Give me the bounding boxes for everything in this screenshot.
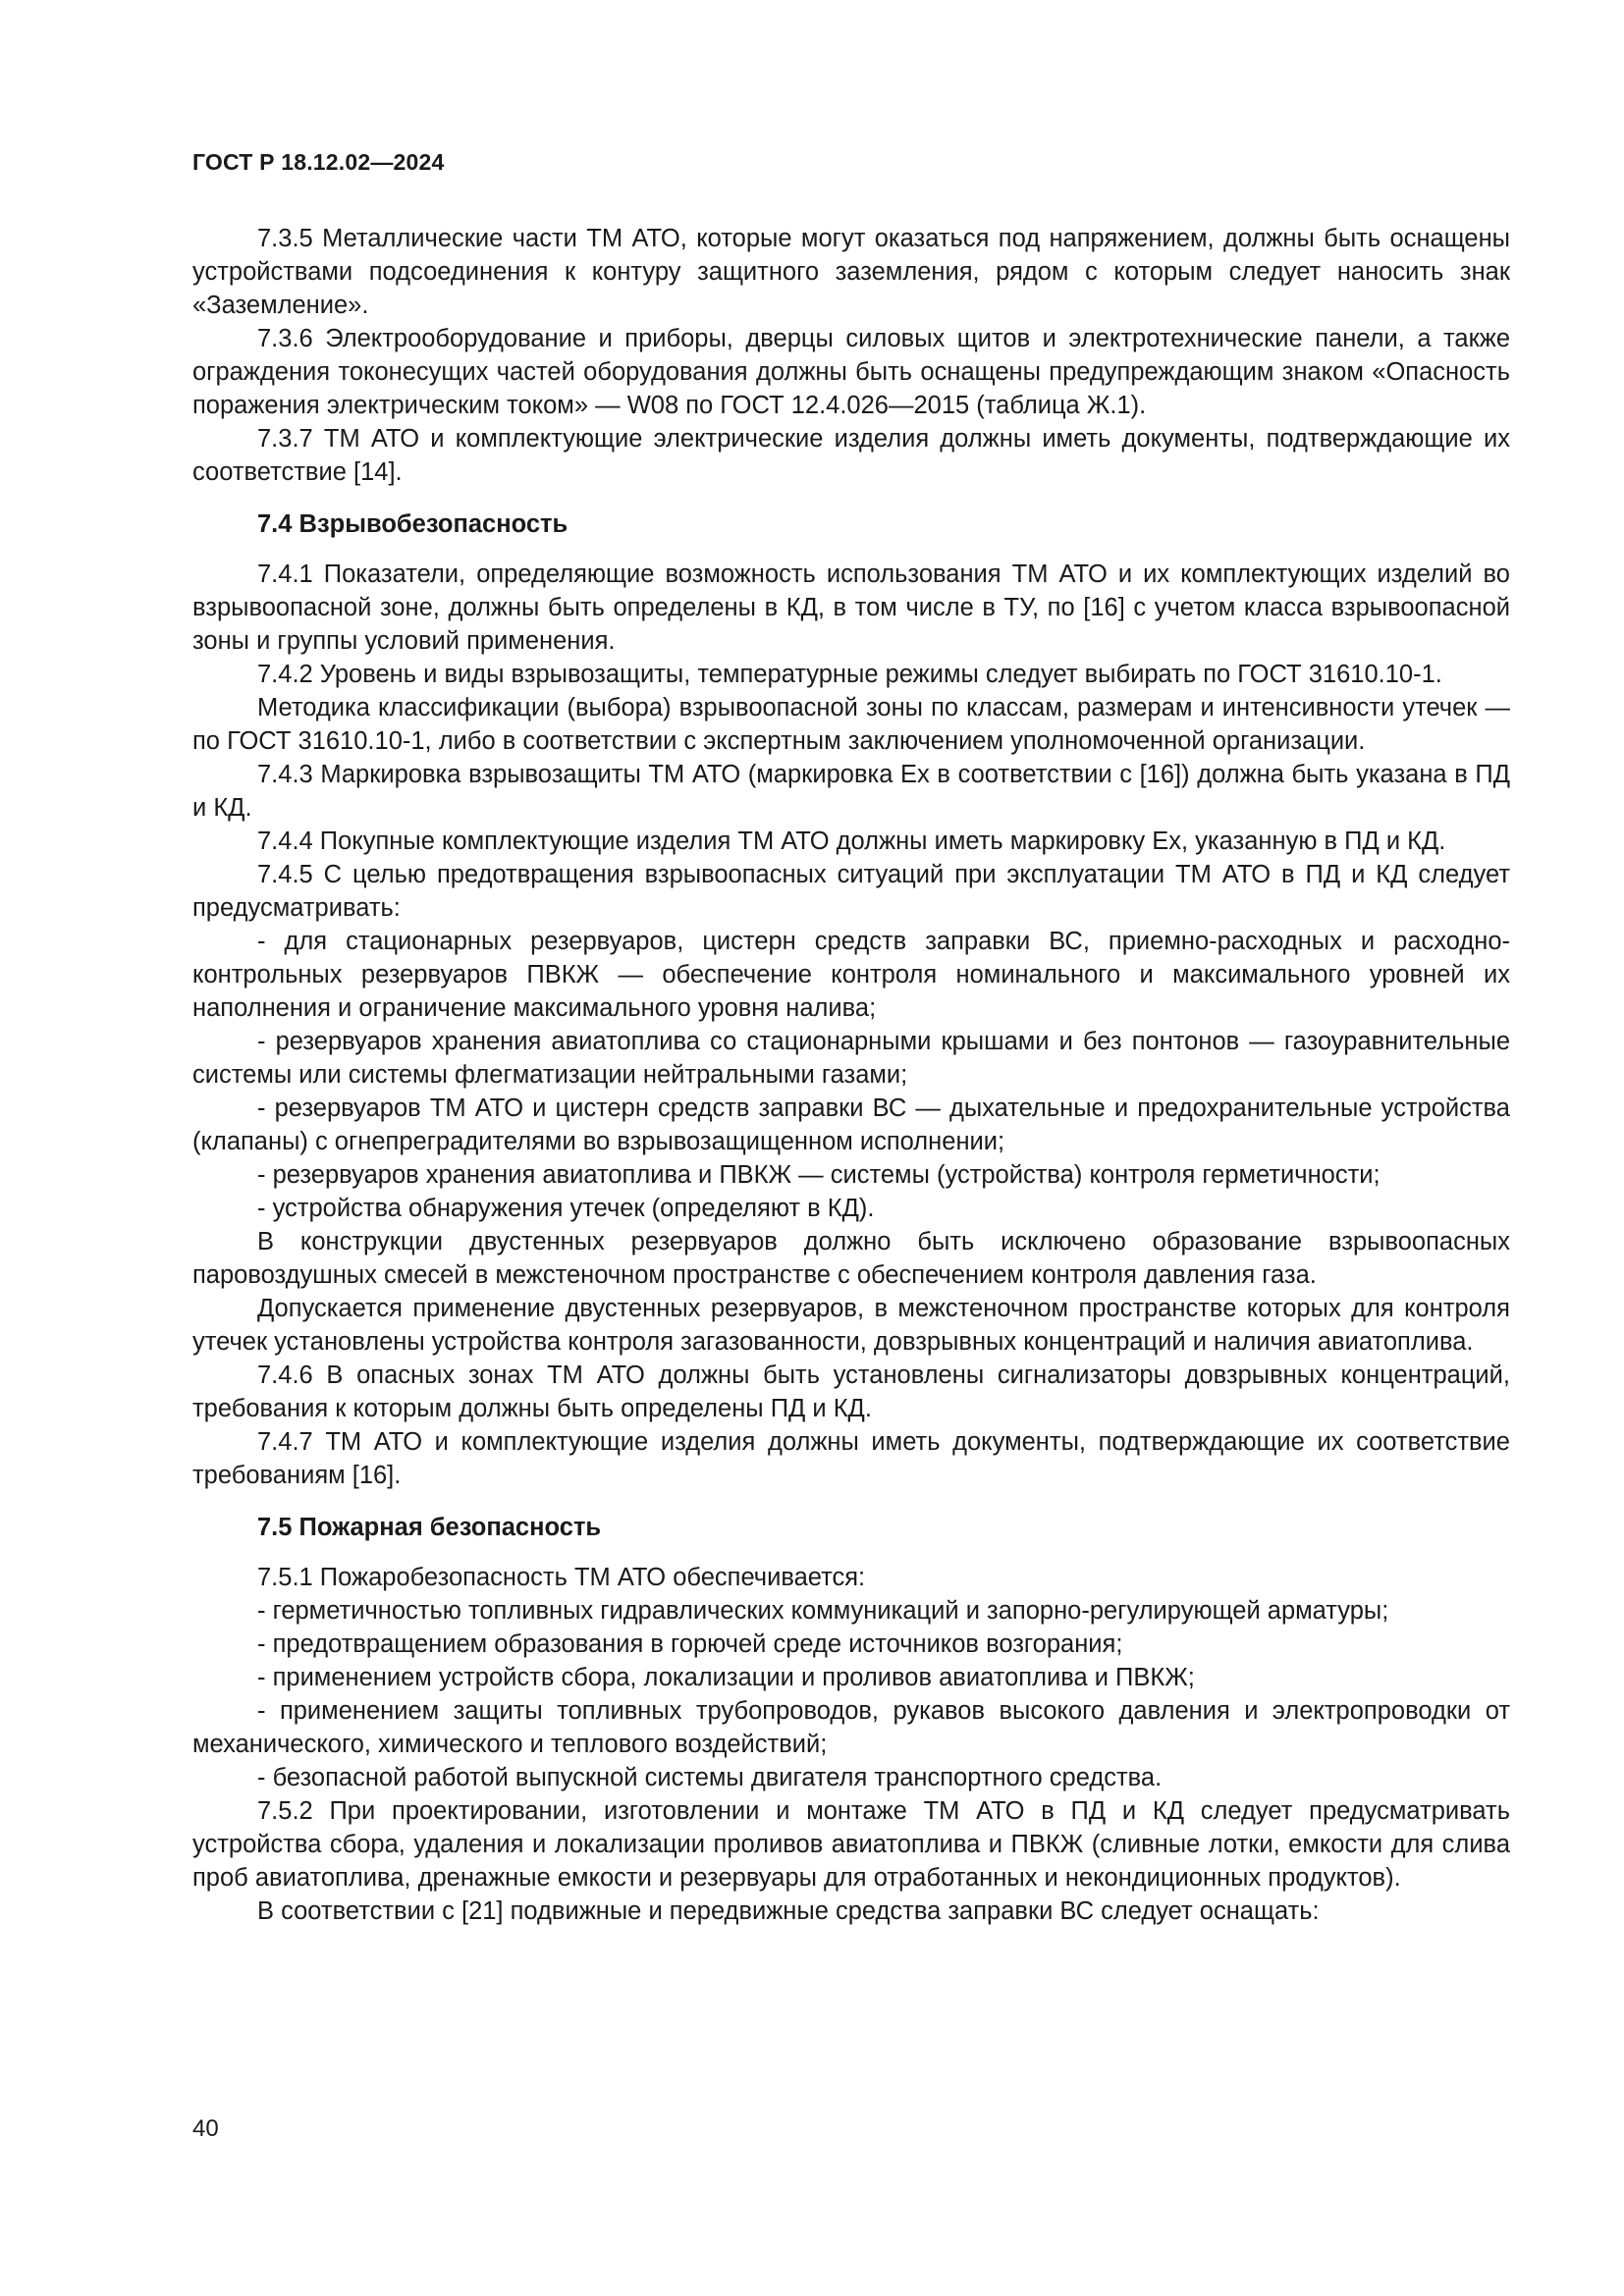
paragraph-7-5-1: 7.5.1 Пожаробезопасность ТМ АТО обеспечивается: [257, 1564, 866, 1591]
paragraph-7-3-6: 7.3.6 Электрооборудование и приборы, дверцы силовых щитов и электротехнические панели, а также ограждения токонесущих частей оборудования должны быть оснащены предупреждающим знаком «Опасность поражения электрическим током» — W08 по ГОСТ 12.4.026—2015 (таблица Ж.1). [192, 325, 1510, 419]
list-item: - герметичностью топливных гидравлических коммуникаций и запорно-регулирующей арматуры; [257, 1597, 1389, 1625]
paragraph-7-4-2: 7.4.2 Уровень и виды взрывозащиты, температурные режимы следует выбирать по ГОСТ 31610.10-1. [257, 661, 1442, 688]
paragraph-7-5-2: 7.5.2 При проектировании, изготовлении и монтаже ТМ АТО в ПД и КД следует предусматривать устройства сбора, удаления и локализации проливов авиатоплива и ПВКЖ (сливные лотки, емкости для слива проб авиатоплива, дренажные емкости и резервуары для отработанных и некондиционных продуктов). [192, 1797, 1510, 1892]
paragraph-double-wall-tanks: В конструкции двустенных резервуаров должно быть исключено образование взрывоопасных паровоздушных смесей в межстеночном пространстве с обеспечением контроля давления газа. [192, 1228, 1510, 1289]
list-item: - применением защиты топливных трубопроводов, рукавов высокого давления и электропроводки от механического, химического и теплового воздействий; [192, 1697, 1510, 1758]
document-header: ГОСТ Р 18.12.02—2024 [192, 149, 445, 175]
list-item: - устройства обнаружения утечек (определяют в КД). [257, 1195, 875, 1222]
list-item: - безопасной работой выпускной системы двигателя транспортного средства. [257, 1764, 1163, 1791]
section-heading-7-4: 7.4 Взрывобезопасность [257, 510, 568, 538]
page-number: 40 [192, 2115, 219, 2142]
paragraph-7-4-5: 7.4.5 С целью предотвращения взрывоопасных ситуаций при эксплуатации ТМ АТО в ПД и КД следует предусматривать: [192, 861, 1510, 922]
paragraph-7-4-6: 7.4.6 В опасных зонах ТМ АТО должны быть установлены сигнализаторы довзрывных концентраций, требования к которым должны быть определены ПД и КД. [192, 1362, 1510, 1422]
paragraph-7-4-1: 7.4.1 Показатели, определяющие возможность использования ТМ АТО и их комплектующих изделий во взрывоопасной зоне, должны быть определены в КД, в том числе в ТУ, по [16] с учетом класса взрывоопасной зоны и группы условий применения. [192, 561, 1510, 655]
list-item: - резервуаров хранения авиатоплива и ПВКЖ — системы (устройства) контроля герметичности; [257, 1161, 1380, 1189]
paragraph-methodology: Методика классификации (выбора) взрывоопасной зоны по классам, размерам и интенсивности утечек — по ГОСТ 31610.10-1, либо в соответствии с экспертным заключением уполномоченной организации. [192, 694, 1510, 755]
paragraph-double-wall-allowed: Допускается применение двустенных резервуаров, в межстеночном пространстве которых для контроля утечек установлены устройства контроля загазованности, довзрывных концентраций и наличия авиатоплива. [192, 1295, 1510, 1356]
paragraph-7-4-4: 7.4.4 Покупные комплектующие изделия ТМ АТО должны иметь маркировку Ex, указанную в ПД и КД. [257, 828, 1446, 855]
list-item: - предотвращением образования в горючей среде источников возгорания; [257, 1630, 1123, 1658]
page-body [192, 222, 1510, 1928]
section-heading-7-5: 7.5 Пожарная безопасность [257, 1514, 602, 1541]
paragraph-7-3-5: 7.3.5 Металлические части ТМ АТО, которые могут оказаться под напряжением, должны быть оснащены устройствами подсоединения к контуру защитного заземления, рядом с которым следует наносить знак «Заземление». [192, 225, 1510, 319]
list-item: - резервуаров ТМ АТО и цистерн средств заправки ВС — дыхательные и предохранительные устройства (клапаны) с огнепреградителями во взрывозащищенном исполнении; [192, 1095, 1510, 1155]
paragraph-7-4-7: 7.4.7 ТМ АТО и комплектующие изделия должны иметь документы, подтверждающие их соответствие требованиям [16]. [192, 1428, 1510, 1489]
list-item: - для стационарных резервуаров, цистерн средств заправки ВС, приемно-расходных и расходно-контрольных резервуаров ПВКЖ — обеспечение контроля номинального и максимального уровней их наполнения и ограничение максимального уровня налива; [192, 928, 1510, 1022]
list-item: - применением устройств сбора, локализации и проливов авиатоплива и ПВКЖ; [257, 1664, 1195, 1691]
list-item: - резервуаров хранения авиатоплива со стационарными крышами и без понтонов — газоуравнительные системы или системы флегматизации нейтральными газами; [192, 1028, 1510, 1089]
paragraph-7-3-7: 7.3.7 ТМ АТО и комплектующие электрические изделия должны иметь документы, подтверждающие их соответствие [14]. [192, 425, 1510, 486]
paragraph-equipment-intro: В соответствии с [21] подвижные и передвижные средства заправки ВС следует оснащать: [257, 1897, 1320, 1925]
paragraph-7-4-3: 7.4.3 Маркировка взрывозащиты ТМ АТО (маркировка Ex в соответствии с [16]) должна быть указана в ПД и КД. [192, 761, 1510, 822]
